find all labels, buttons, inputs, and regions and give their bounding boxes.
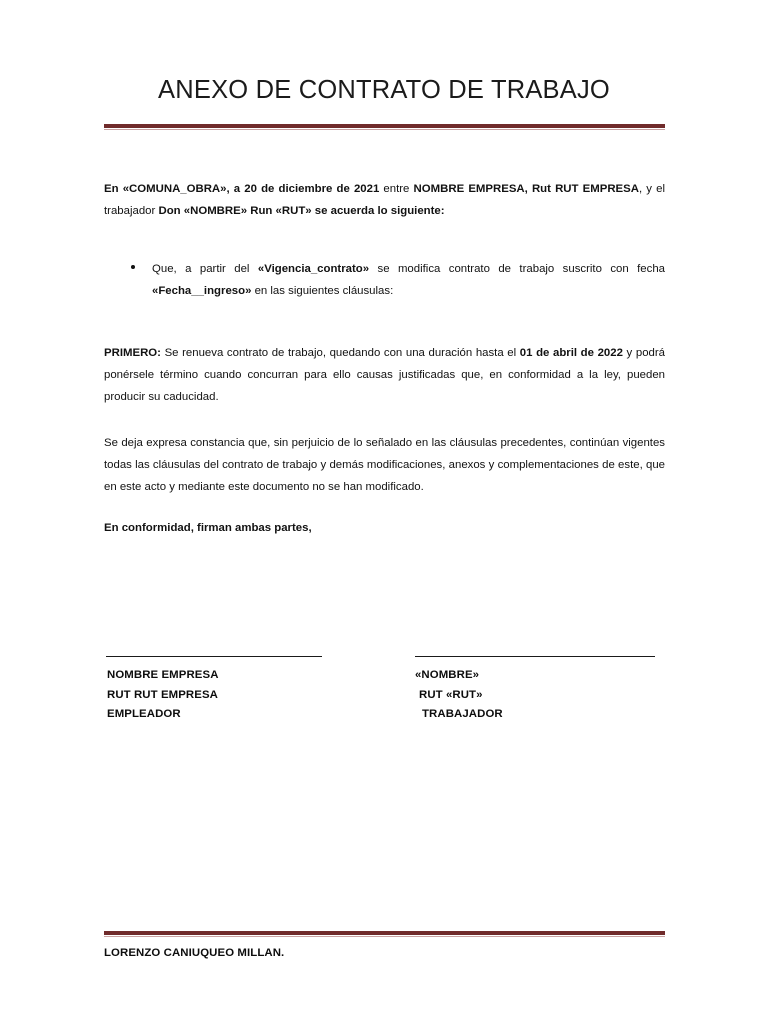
employer-name: NOMBRE EMPRESA: [107, 669, 219, 681]
divider-thin-bar: [104, 129, 665, 130]
worker-rut: RUT «RUT»: [419, 688, 483, 701]
footer-divider-thick-bar: [104, 931, 665, 935]
bullet-list: [131, 258, 665, 302]
employer-rut: RUT RUT EMPRESA: [107, 688, 218, 701]
signature-employer-details: [107, 666, 219, 725]
intro-text-1: En «COMUNA_OBRA», a 20 de diciembre de 2021: [104, 183, 380, 195]
signature-worker-details: [415, 666, 503, 725]
constancia-paragraph: Se deja expresa constancia que, sin perjuicio de lo señalado en las cláusulas precedentes, continúan vigentes todas las cláusulas del contrato de trabajo y demás modificaciones, anexos y complementaciones de este, que en este acto y mediante este documento no se han modificado.: [104, 437, 665, 493]
signature-labels: [104, 666, 665, 724]
intro-paragraph-block: [104, 178, 665, 222]
employer-role: EMPLEADOR: [107, 708, 181, 720]
intro-text-2: entre: [379, 183, 414, 195]
signature-block: [104, 650, 665, 724]
page-title: ANEXO DE CONTRATO DE TRABAJO: [158, 76, 610, 104]
worker-role: TRABAJADOR: [422, 708, 503, 720]
signature-lines: [104, 650, 665, 662]
intro-text-5: Don «NOMBRE» Run «RUT» se acuerda lo siguiente:: [158, 205, 445, 217]
worker-name: «NOMBRE»: [415, 669, 480, 681]
intro-text-4: , y el trabajador: [104, 183, 665, 217]
constancia-paragraph-block: [104, 432, 665, 498]
clause-primero-label: PRIMERO:: [104, 347, 161, 359]
clause-primero-text-2: y podrá ponérsele término cuando concurran para ello causas justificadas que, en conformidad a la ley, pueden producir su caducidad.: [104, 347, 665, 403]
footer-signer-name: LORENZO CANIUQUEO MILLAN.: [104, 947, 285, 959]
bullet-dot-icon: [131, 265, 135, 269]
list-item: [131, 258, 665, 302]
header-divider: [104, 124, 665, 130]
bullet-text-4: «Fecha__ingreso»: [152, 285, 252, 297]
intro-text-3: NOMBRE EMPRESA, Rut RUT EMPRESA: [413, 183, 639, 195]
list-item-text: [152, 258, 665, 302]
conformidad-paragraph: En conformidad, firman ambas partes,: [104, 522, 312, 534]
footer-divider-thin-bar: [104, 936, 665, 937]
footer-divider: [104, 931, 665, 937]
clause-primero-block: [104, 342, 665, 408]
bullet-text-5: en las siguientes cláusulas:: [251, 285, 394, 297]
divider-thick-bar: [104, 124, 665, 128]
conformidad-paragraph-block: [104, 517, 665, 539]
bullet-text-1: Que, a partir del: [152, 263, 258, 275]
bullet-text-2: «Vigencia_contrato»: [257, 263, 370, 275]
signature-line-employer: [106, 656, 322, 657]
bullet-text-3: se modifica contrato de trabajo suscrito con fecha: [369, 263, 665, 275]
clause-primero-date: 01 de abril de 2022: [519, 347, 623, 359]
clause-primero-text-1: Se renueva contrato de trabajo, quedando con una duración hasta el: [160, 347, 520, 359]
signature-line-worker: [415, 656, 655, 657]
